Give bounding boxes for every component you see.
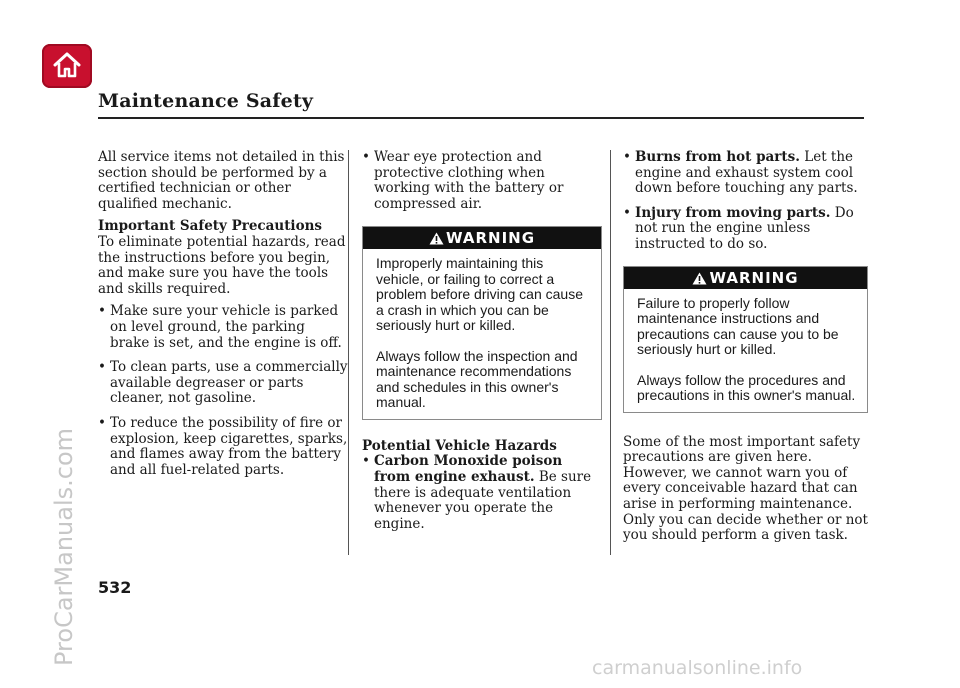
- warning-text: Improperly maintaining this vehicle, or failing to correct a problem before driving can cause a crash in which you can be seriously hurt or killed.: [376, 255, 584, 334]
- list-item: • To clean parts, use a commercially available degreaser or parts cleaner, not gasoline.: [98, 360, 348, 407]
- hazard-title: Injury from moving parts.: [635, 204, 831, 221]
- column-1: [98, 150, 348, 487]
- warning-text: Always follow the inspection and maintenance recommendations and schedules in this owner's manual.: [376, 347, 578, 411]
- precautions-list: [98, 304, 348, 478]
- warning-box: [362, 226, 602, 420]
- vehicle-hazards-heading: Potential Vehicle Hazards: [362, 437, 557, 454]
- header-rule: [98, 117, 864, 119]
- warning-header: [624, 267, 867, 289]
- hazard-title: Burns from hot parts.: [635, 149, 800, 165]
- hazards-list-continued: [623, 150, 868, 253]
- column-2: [362, 150, 602, 541]
- column-divider: [348, 150, 349, 555]
- warning-label: WARNING: [709, 268, 799, 287]
- list-item: • Wear eye protection and protective clothing when working with the battery or compressed air.: [362, 150, 602, 212]
- list-item: [623, 206, 868, 253]
- watermark-bottom: carmanualsonline.info: [592, 657, 803, 679]
- warning-text: Always follow the procedures and precautions in this owner's manual.: [637, 371, 856, 404]
- safety-precautions-heading: Important Safety Precautions: [98, 218, 322, 235]
- hazards-list: [362, 454, 602, 532]
- warning-body: [624, 289, 867, 412]
- home-button[interactable]: [42, 44, 92, 88]
- list-item: • To reduce the possibility of fire or explosion, keep cigarettes, sparks, and flames away from the battery and all fuel-related parts.: [98, 416, 348, 478]
- list-item: [362, 454, 602, 532]
- warning-triangle-icon: [429, 232, 444, 245]
- hazard-text: Do not run the engine unless instructed to do so.: [635, 204, 854, 252]
- safety-precautions-text: To eliminate potential hazards, read the instructions before you begin, and make sure you have the tools and skills required.: [98, 233, 346, 297]
- warning-triangle-icon: [692, 272, 707, 285]
- warning-text: Failure to properly follow maintenance instructions and precautions can cause you to be seriously hurt or killed.: [637, 294, 839, 358]
- column-3: [623, 150, 868, 544]
- list-item: [623, 150, 868, 197]
- warning-body: [363, 249, 601, 419]
- column-divider: [610, 150, 611, 555]
- page-number: 532: [98, 578, 132, 597]
- intro-paragraph: All service items not detailed in this section should be performed by a certified technician or other qualified mechanic.: [98, 149, 345, 212]
- warning-header: [363, 227, 601, 249]
- warning-box: [623, 266, 868, 413]
- warning-label: WARNING: [445, 229, 536, 248]
- watermark-side: ProCarManuals.com: [50, 427, 78, 666]
- protection-list: [362, 150, 602, 212]
- hazard-title: Carbon Monoxide poison from engine exhaust.: [374, 453, 563, 486]
- closing-paragraph: Some of the most important safety precautions are given here. However, we cannot warn you of every conceivable hazard that can arise in performing maintenance. Only you can decide whether or not you should perform a given task.: [623, 433, 868, 544]
- page-title: Maintenance Safety: [98, 90, 314, 112]
- hazard-text: Be sure there is adequate ventilation whenever you operate the engine.: [374, 469, 592, 532]
- list-item: • Make sure your vehicle is parked on level ground, the parking brake is set, and the engine is off.: [98, 304, 348, 351]
- home-icon: [52, 50, 82, 80]
- hazard-text: Let the engine and exhaust system cool down before touching any parts.: [635, 149, 858, 197]
